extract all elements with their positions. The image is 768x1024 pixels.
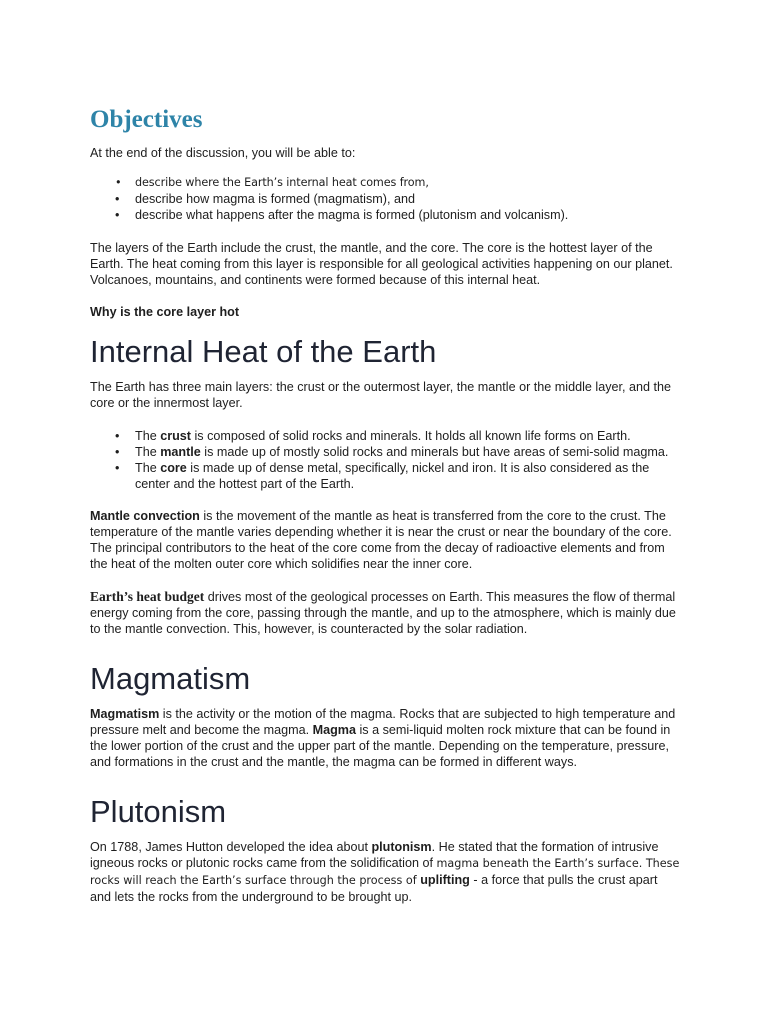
layers-paragraph: The layers of the Earth include the crust, the mantle, and the core. The core is the hottest layer of the Earth. The heat coming from this layer is responsible for all geological activities happening on our planet. Volcanoes, mountains, and continents were formed because of this internal heat. (90, 241, 673, 287)
layers-list (90, 428, 680, 492)
objectives-intro: At the end of the discussion, you will be able to: (90, 146, 356, 160)
objective-text: describe where the Earth’s internal heat comes from, (135, 176, 429, 189)
term-uplifting: uplifting (420, 873, 470, 887)
bullet-icon: • (115, 461, 120, 475)
bullet-icon: • (115, 429, 120, 443)
magmatism-paragraph: Magmatism is the activity or the motion of the magma. Rocks that are subjected to high temperature and pressure melt and become the magma. Magma is a semi-liquid molten rock mixture that can be found in the lower portion of the crust and the upper part of the mantle. Depending on the temperature, pressure, and formations in the crust and the mantle, the magma can be formed in different ways. (90, 707, 676, 769)
plutonism-heading: Plutonism (90, 794, 227, 829)
objectives-heading: Objectives (90, 106, 203, 133)
term-heat-budget: Earth’s heat budget (90, 589, 205, 604)
term-mantle-convection: Mantle convection (90, 509, 200, 523)
layers-intro: The Earth has three main layers: the crust or the outermost layer, the mantle or the middle layer, and the core or the innermost layer. (90, 380, 672, 410)
plutonism-paragraph: On 1788, James Hutton developed the idea about plutonism. He stated that the formation of intrusive igneous rocks or plutonic rocks came from the solidification of magma beneath the Earth’s surface. These rocks will reach the Earth’s surface through the process of uplifting - a force that pulls the crust apart and lets the rocks from the underground to be brought up. (90, 840, 680, 904)
bullet-icon: • (115, 445, 120, 459)
why-heading: Why is the core layer hot (90, 305, 240, 319)
objectives-list (90, 175, 680, 223)
list-item (90, 175, 680, 191)
list-item: • The crust is composed of solid rocks and minerals. It holds all known life forms on Earth. (115, 429, 631, 443)
document-page (90, 104, 680, 905)
bullet-icon: • (115, 176, 122, 189)
term-core: core (160, 461, 187, 475)
list-item: • The mantle is made up of mostly solid rocks and minerals but have areas of semi-solid magma. (115, 445, 669, 459)
term-crust: crust (160, 429, 191, 443)
term-magmatism: Magmatism (90, 707, 160, 721)
mantle-convection-paragraph: Mantle convection is the movement of the mantle as heat is transferred from the core to the crust. The temperature of the mantle varies depending whether it is near the crust or near the boundary of the core. The principal contributors to the heat of the core come from the decay of radioactive elements and from the heat of the molten outer core which solidifies near the inner core. (90, 509, 672, 571)
magmatism-heading: Magmatism (90, 661, 251, 696)
objective-text: describe what happens after the magma is formed (plutonism and volcanism). (135, 208, 569, 222)
list-item: • The core is made up of dense metal, specifically, nickel and iron. It is also considered as the center and the hottest part of the Earth. (115, 461, 650, 491)
term-plutonism: plutonism (371, 840, 432, 854)
list-item (90, 191, 680, 207)
term-mantle: mantle (160, 445, 201, 459)
heat-budget-paragraph: Earth’s heat budget drives most of the geological processes on Earth. This measures the flow of thermal energy coming from the core, passing through the mantle, and up to the atmosphere, which is mainly due to the mantle convection. This, however, is counteracted by the solar radiation. (90, 589, 676, 636)
internal-heat-heading: Internal Heat of the Earth (90, 334, 437, 369)
objective-text: describe how magma is formed (magmatism), and (135, 192, 415, 206)
term-magma: Magma (312, 723, 356, 737)
bullet-icon: • (115, 192, 120, 206)
list-item (90, 207, 680, 223)
bullet-icon: • (115, 208, 120, 222)
